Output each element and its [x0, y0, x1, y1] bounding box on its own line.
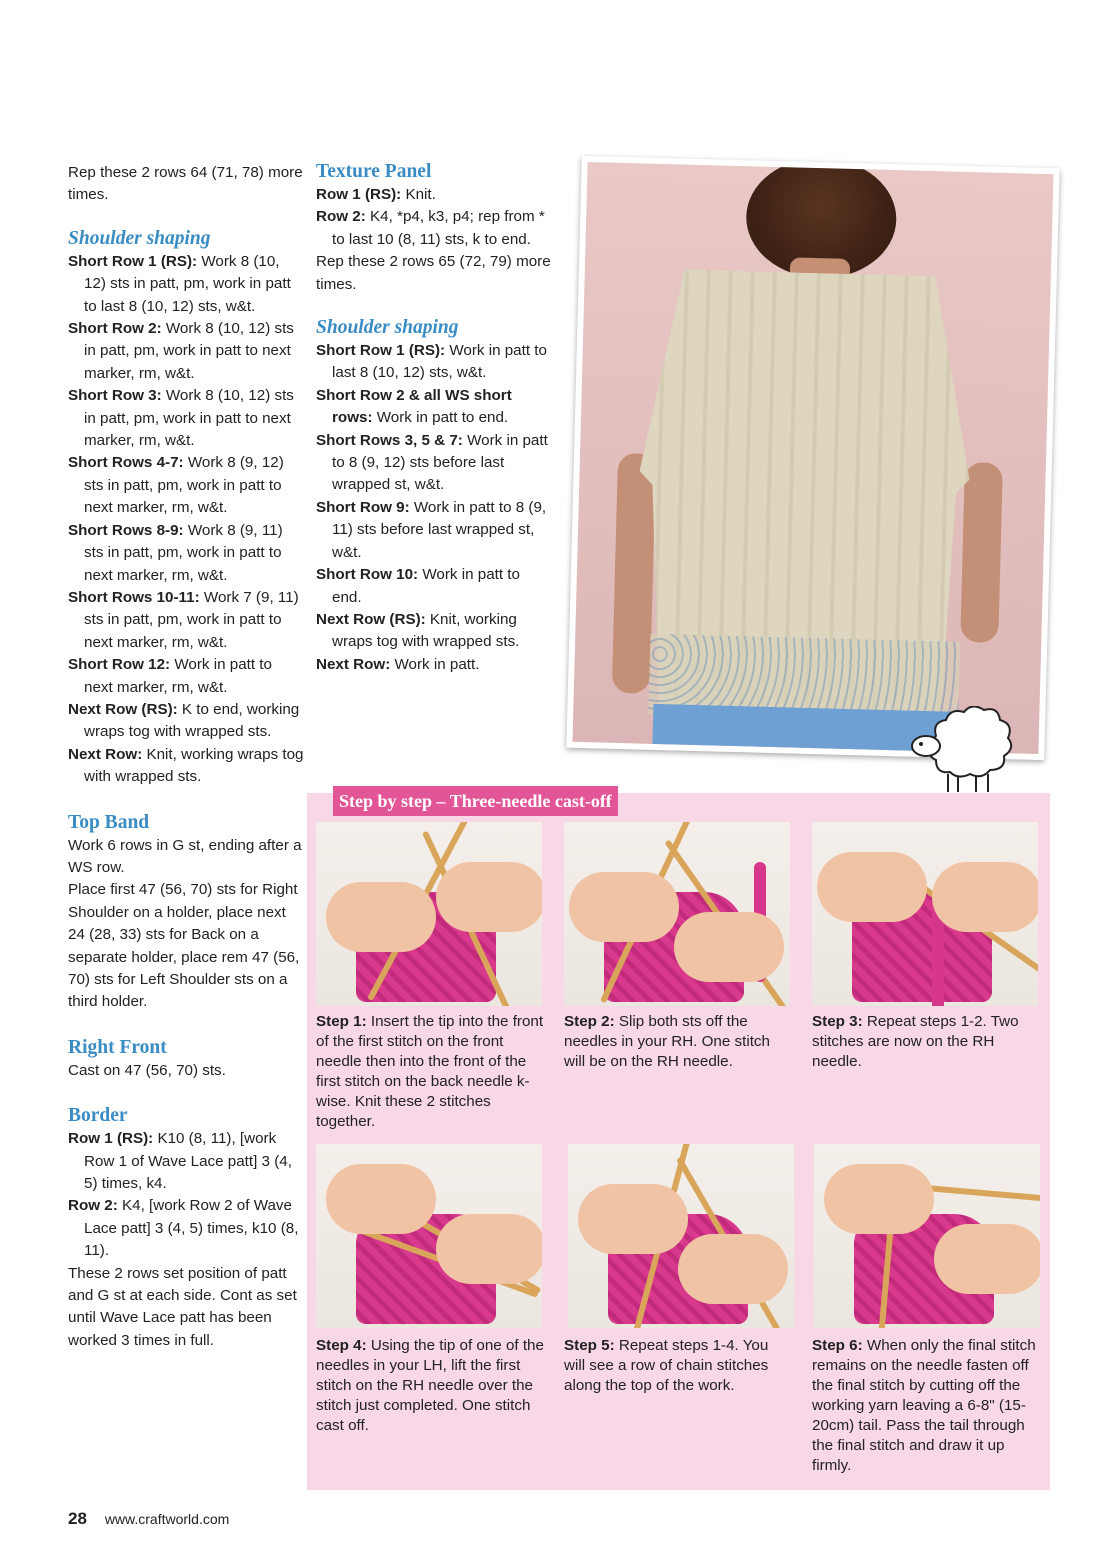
garment-photo: [572, 162, 1053, 754]
shoulder-shaping-heading: Shoulder shaping: [68, 227, 211, 249]
step-label: Step 5:: [564, 1337, 615, 1354]
sheep-icon: [906, 706, 1026, 798]
step-label: Step 3:: [812, 1013, 863, 1030]
row-label: Row 1 (RS):: [68, 1130, 154, 1148]
row-text: Work 8 (10, 12) sts in patt, pm, work in patt to last 8 (10, 12) sts, w&t.: [84, 252, 291, 315]
step-4-caption: [316, 1336, 544, 1436]
pattern-row: [316, 609, 552, 654]
row-label: Row 2:: [68, 1197, 118, 1215]
top-band-text: Place first 47 (56, 70) sts for Right Shoulder on a holder, place next 24 (28, 33) sts for Back on a separate holder, place rem 47 (56, 70) sts for Left Shoulder sts on a third holder.: [68, 881, 300, 1011]
top-band-heading: Top Band: [68, 811, 150, 833]
row-label: Next Row (RS):: [316, 610, 426, 628]
step-6-image: [814, 1144, 1040, 1328]
row-text: Knit, working wraps tog with wrapped sts.: [84, 745, 304, 786]
row-label: Row 2:: [316, 208, 366, 226]
row-label: Short Rows 3, 5 & 7:: [316, 431, 463, 449]
step-label: Step 1:: [316, 1013, 367, 1030]
pattern-row: [68, 251, 304, 318]
pattern-row: [316, 430, 552, 497]
step-label: Step 4:: [316, 1337, 367, 1354]
pattern-row: [68, 1195, 304, 1262]
hand: [934, 1224, 1040, 1294]
pattern-row: [316, 497, 552, 564]
texture-panel-heading: Texture Panel: [316, 161, 432, 182]
row-text: K to end, working wraps tog with wrapped sts.: [84, 700, 300, 741]
texture-rep-text: Rep these 2 rows 65 (72, 79) more times.: [316, 253, 551, 293]
step-text: Repeat steps 1-4. You will see a row of chain stitches along the top of the work.: [564, 1337, 769, 1394]
step-by-step-title: Step by step – Three-needle cast-off: [333, 786, 618, 816]
hand: [674, 912, 784, 982]
row-text: K4, [work Row 2 of Wave Lace patt] 3 (4, 5) times, k10 (8, 11).: [84, 1197, 299, 1260]
garment-photo-frame: [566, 156, 1059, 760]
hand: [817, 852, 927, 922]
row-text: Work in patt to next marker, rm, w&t.: [84, 656, 272, 696]
intro-text: Rep these 2 rows 64 (71, 78) more times.: [68, 164, 303, 204]
hand: [326, 1164, 436, 1234]
row-text: K4, *p4, k3, p4; rep from * to last 10 (8, 11) sts, k to end.: [332, 208, 545, 248]
step-1-image: [316, 822, 542, 1006]
step-4-image: [316, 1144, 542, 1328]
border-text: These 2 rows set position of patt and G st at each side. Cont as set until Wave Lace patt has been worked 3 times in full.: [68, 1264, 297, 1349]
step-6-caption: [812, 1336, 1040, 1476]
hand: [436, 1214, 542, 1284]
pattern-row: [68, 587, 304, 654]
row-label: Row 1 (RS):: [316, 186, 402, 203]
row-label: Next Row:: [68, 745, 143, 763]
row-text: Work 7 (9, 11) sts in patt, pm, work in patt to next marker, rm, w&t.: [84, 588, 299, 651]
hand: [326, 882, 436, 952]
model-arm-right: [960, 462, 1003, 643]
top-band-text: Work 6 rows in G st, ending after a WS row.: [68, 836, 302, 876]
pattern-row: [68, 654, 304, 699]
step-text: Slip both sts off the needles in your RH. One stitch will be on the RH needle.: [564, 1013, 770, 1070]
pattern-column-middle: [316, 160, 552, 676]
row-text: Work 8 (10, 12) sts in patt, pm, work in patt to next marker, rm, w&t.: [84, 320, 294, 382]
row-text: Knit.: [401, 186, 436, 203]
row-label: Short Rows 4-7:: [68, 454, 184, 472]
pattern-row: [316, 206, 552, 251]
row-label: Short Row 3:: [68, 387, 162, 405]
pattern-row: [316, 184, 552, 206]
row-label: Short Row 1 (RS):: [316, 342, 446, 360]
row-text: Work in patt to end.: [332, 566, 520, 606]
step-5-caption: [564, 1336, 792, 1396]
hand: [569, 872, 679, 942]
row-label: Short Row 2:: [68, 320, 162, 338]
page-number: 28: [68, 1509, 87, 1528]
row-text: K10 (8, 11), [work Row 1 of Wave Lace patt] 3 (4, 5) times, k4.: [84, 1130, 292, 1193]
row-text: Work in patt to 8 (9, 12) sts before last wrapped st, w&t.: [332, 431, 548, 494]
hand: [932, 862, 1038, 932]
row-label: Short Row 2 & all WS short rows:: [316, 386, 512, 427]
row-label: Next Row:: [316, 655, 391, 673]
pattern-column-left: [68, 162, 304, 1352]
step-3-caption: [812, 1012, 1040, 1072]
step-2-caption: [564, 1012, 792, 1072]
row-label: Short Row 10:: [316, 566, 419, 584]
row-label: Short Row 1 (RS):: [68, 252, 198, 270]
right-front-text: Cast on 47 (56, 70) sts.: [68, 1061, 226, 1079]
step-3-image: [812, 822, 1038, 1006]
row-text: Work 8 (9, 12) sts in patt, pm, work in patt to next marker, rm, w&t.: [84, 454, 284, 517]
pattern-row: [68, 744, 304, 789]
right-front-heading: Right Front: [68, 1036, 167, 1058]
pattern-row: [68, 520, 304, 587]
step-label: Step 2:: [564, 1013, 615, 1030]
pattern-row: [68, 1128, 304, 1195]
pattern-row: [68, 385, 304, 452]
step-2-image: [564, 822, 790, 1006]
row-label: Next Row (RS):: [68, 700, 178, 718]
hand: [436, 862, 542, 932]
pattern-row: [316, 564, 552, 609]
row-label: Short Row 9:: [316, 498, 410, 516]
step-text: Using the tip of one of the needles in your LH, lift the first stitch on the RH needle over the stitch just completed. One stitch cast off.: [316, 1337, 544, 1434]
hand: [678, 1234, 788, 1304]
page-footer: [68, 1508, 229, 1530]
website-url[interactable]: www.craftworld.com: [104, 1511, 230, 1527]
row-text: Work in patt to last 8 (10, 12) sts, w&t.: [332, 342, 547, 382]
row-text: Work 8 (9, 11) sts in patt, pm, work in patt to next marker, rm, w&t.: [84, 521, 283, 584]
shoulder-shaping-heading: Shoulder shaping: [316, 317, 459, 339]
pattern-row: [316, 340, 552, 385]
border-heading: Border: [68, 1105, 128, 1127]
row-label: Short Row 12:: [68, 656, 171, 674]
row-label: Short Rows 8-9:: [68, 521, 184, 539]
row-text: Knit, working wraps tog with wrapped sts.: [332, 610, 520, 651]
step-text: Repeat steps 1-2. Two stitches are now on the RH needle.: [812, 1013, 1019, 1070]
row-text: Work 8 (10, 12) sts in patt, pm, work in patt to next marker, rm, w&t.: [84, 387, 294, 450]
hand: [824, 1164, 934, 1234]
step-text: Insert the tip into the front of the first stitch on the front needle then into the front of the first stitch on the back needle k-wise. Knit these 2 stitches together.: [316, 1013, 544, 1130]
step-text: When only the final stitch remains on the needle fasten off the final stitch by cutting off the working yarn leaving a 6-8" (15-20cm) tail. Pass the tail through the final stitch and draw it up firmly.: [812, 1337, 1036, 1474]
row-text: Work in patt to end.: [372, 409, 509, 427]
step-label: Step 6:: [812, 1337, 863, 1354]
pattern-row: [68, 699, 304, 744]
hand: [578, 1184, 688, 1254]
row-label: Short Rows 10-11:: [68, 588, 200, 606]
row-text: Work in patt.: [390, 655, 480, 673]
pattern-row: [316, 385, 552, 430]
row-text: Work in patt to 8 (9, 11) sts before last wrapped st, w&t.: [332, 498, 547, 561]
pattern-row: [68, 452, 304, 519]
pattern-row: [68, 318, 304, 385]
step-1-caption: [316, 1012, 544, 1132]
pattern-row: [316, 654, 552, 676]
step-5-image: [568, 1144, 794, 1328]
